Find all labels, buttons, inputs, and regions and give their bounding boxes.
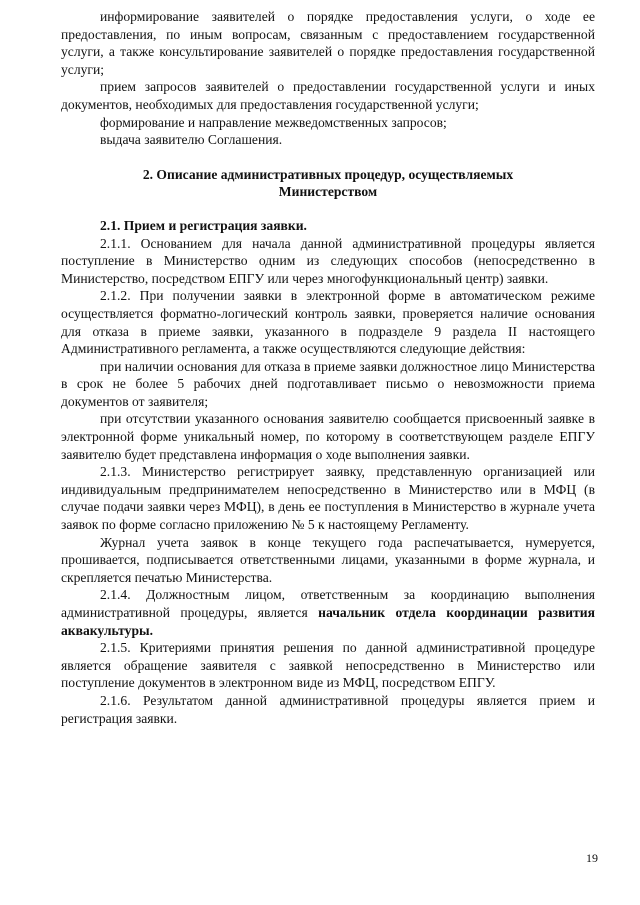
paragraph-2-1-2: 2.1.2. При получении заявки в электронной форме в автоматическом режиме осуществляется форматно-логический контроль заявки, проверяется наличие основания для отказа в приеме заявки, указанного в подразделе 9 раздела II настоящего Административного регламента, а также осуществляются следующие действия:	[61, 288, 595, 357]
paragraph-agreement: выдача заявителю Соглашения.	[100, 132, 283, 148]
paragraph-2-1-4-text: 2.1.4. Должностным лицом, ответственным за координацию выполнения административной процедуры, является	[61, 587, 595, 620]
paragraph-2-1-4-bold: начальник отдела координации развития аквакультуры.	[61, 605, 595, 638]
paragraph-refusal: при наличии основания для отказа в приеме заявки должностное лицо Министерства в срок не более 5 рабочих дней подготавливает письмо о невозможности приема документов от заявителя;	[61, 358, 595, 409]
paragraph-2-1-4	[61, 586, 595, 639]
section-heading	[61, 166, 595, 201]
subsection-title: 2.1. Прием и регистрация заявки.	[100, 217, 307, 233]
page-content	[61, 8, 595, 727]
section-heading-line1: 2. Описание административных процедур, осуществляемых	[142, 166, 514, 182]
paragraph-2-1-6: 2.1.6. Результатом данной административной процедуры является прием и регистрация заявки.	[61, 692, 595, 726]
paragraph-2-1-3: 2.1.3. Министерство регистрирует заявку, представленную организацией или индивидуальным предпринимателем непосредственно в Министерство или в МФЦ (в случае подачи заявки через МФЦ), в день ее поступления в Министерство в журнале учета заявок по форме согласно приложению № 5 к настоящему Регламенту.	[61, 464, 595, 533]
paragraph-informing: информирование заявителей о порядке предоставления услуги, о ходе ее предоставления, по иным вопросам, связанным с предоставлением государственной услуги, а также консультирование заявителей о порядке предоставления государственной услуги;	[61, 9, 595, 77]
paragraph-no-refusal: при отсутствии указанного основания заявителю сообщается присвоенный заявке в электронной форме уникальный номер, по которому в соответствующем разделе ЕПГУ заявителю будет представлена информация о ходе выполнения заявки.	[61, 411, 595, 462]
page-number: 19	[586, 851, 598, 865]
paragraph-requests: прием запросов заявителей о предоставлении государственной услуги и иных документов, необходимых для предоставления государственной услуги;	[61, 79, 595, 112]
paragraph-journal: Журнал учета заявок в конце текущего года распечатывается, нумеруется, прошивается, подписывается ответственными лицами, указанными в форме журнала, и скрепляется печатью Министерства.	[61, 534, 595, 585]
section-heading-line2: Министерством	[278, 184, 378, 200]
paragraph-interagency: формирование и направление межведомственных запросов;	[100, 114, 447, 130]
paragraph-2-1-5: 2.1.5. Критериями принятия решения по данной административной процедуре является обращение заявителя с заявкой непосредственно в Министерство или поступление документов в электронном виде из МФЦ, посредством ЕПГУ.	[61, 640, 595, 691]
paragraph-2-1-1: 2.1.1. Основанием для начала данной административной процедуры является поступление в Министерство одним из следующих способов (непосредственно в Министерство, посредством ЕПГУ или через многофункциональный центр) заявки.	[61, 235, 595, 286]
